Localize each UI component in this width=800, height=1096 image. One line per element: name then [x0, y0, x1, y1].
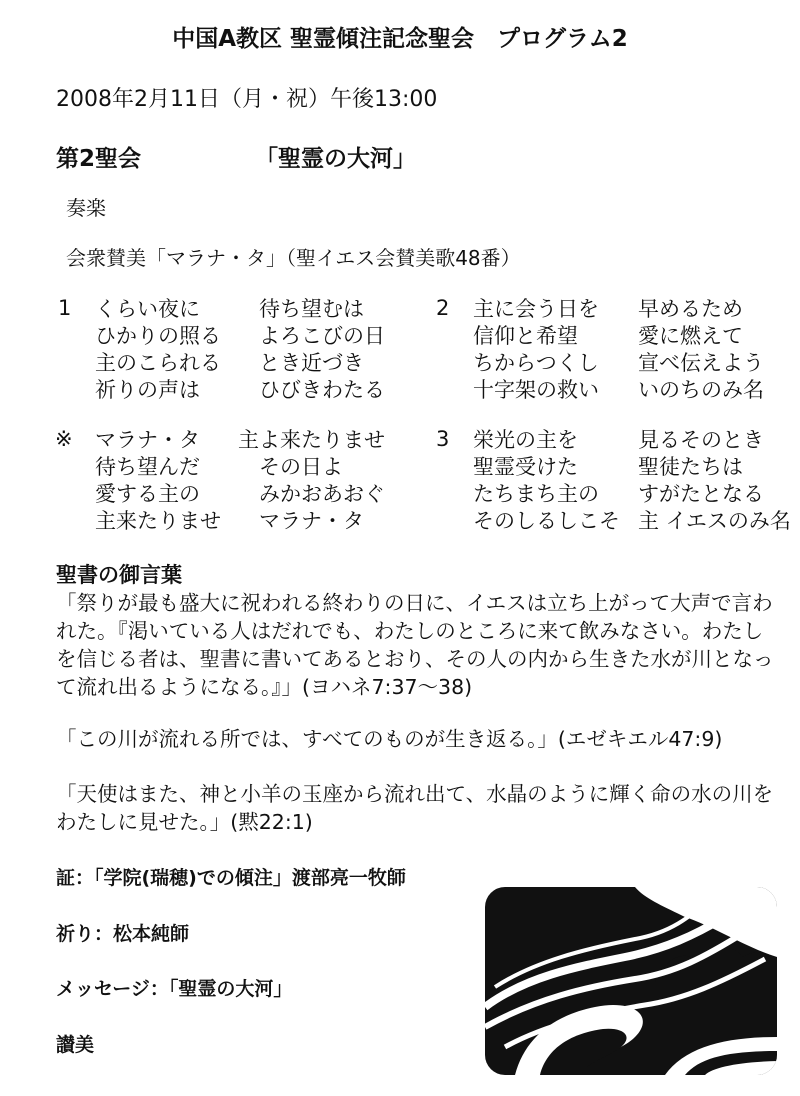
lyric-line: マラナ・タ	[259, 509, 364, 533]
lyric-line: そのしるしこそ	[473, 509, 620, 533]
verse-number: 2	[436, 296, 450, 320]
lyric-line: 聖霊受けた	[473, 455, 578, 479]
verse-lyrics-left	[473, 296, 599, 404]
lyric-line: 待ち望んだ	[95, 455, 200, 479]
verse-lyrics-left	[95, 427, 221, 535]
lyric-line: たちまち主の	[473, 482, 599, 506]
lyric-line: よろこびの日	[259, 324, 385, 348]
lyric-line: ちからつくし	[473, 351, 599, 375]
lyric-line: 主よ来たりませ	[238, 428, 385, 452]
verse-lyrics-left	[473, 427, 620, 535]
session-name: 第2聖会	[56, 146, 142, 172]
lyric-line: みかおあおぐ	[259, 482, 385, 506]
lyric-line: 祈りの声は	[95, 378, 200, 402]
lyric-line: その日よ	[259, 455, 343, 479]
lyric-line: 宣べ伝えよう	[638, 351, 764, 375]
lyric-line: とき近づき	[259, 351, 364, 375]
lyric-line: 早めるため	[638, 297, 743, 321]
scripture-heading: 聖書の御言葉	[56, 563, 182, 587]
lyric-line: ひびきわたる	[259, 378, 385, 402]
verse-number: 1	[58, 296, 72, 320]
lyric-line: 信仰と希望	[473, 324, 578, 348]
page-title: 中国A教区 聖霊傾注記念聖会 プログラム2	[172, 26, 628, 52]
message-item: メッセージ：「聖霊の大河」	[56, 978, 293, 1000]
scripture-quote-revelation: 「天使はまた、神と小羊の玉座から流れ出て、水晶のように輝く命の水の川をわたしに見せた。」(黙22:1)	[56, 782, 774, 834]
praise-item: 讃美	[56, 1034, 95, 1056]
verse-lyrics-right	[238, 427, 385, 535]
event-date: 2008年2月11日（月・祝）午後13:00	[56, 87, 438, 112]
prayer-item: 祈り：松本純師	[56, 923, 190, 945]
lyric-line: くらい夜に	[95, 297, 200, 321]
lyric-line: ひかりの照る	[95, 324, 221, 348]
chorus-mark: ※	[55, 427, 73, 451]
testimony-item: 証：「学院(瑞穂)での傾注」渡部亮一牧師	[56, 867, 406, 889]
lyric-line: 主のこられる	[95, 351, 221, 375]
lyric-line: 聖徒たちは	[638, 455, 743, 479]
lyric-line: いのちのみ名	[638, 378, 764, 402]
lyric-line: 栄光の主を	[473, 428, 578, 452]
river-illustration	[485, 887, 777, 1075]
session-theme: 「聖霊の大河」	[255, 146, 416, 172]
lyric-line: 主来たりませ	[95, 509, 221, 533]
lyric-line: 愛に燃えて	[638, 324, 743, 348]
lyric-line: すがたとなる	[638, 482, 764, 506]
scripture-quote-john: 「祭りが最も盛大に祝われる終わりの日に、イエスは立ち上がって大声で言われた。『渇いている人はだれでも、わたしのところに来て飲みなさい。わたしを信じる者は、聖書に書いてあるとおり、その人の内から生きた水が川となって流れ出るようになる。』」(ヨハネ7:37～38)	[56, 591, 774, 699]
verse-number: 3	[436, 427, 450, 451]
verse-lyrics-left	[95, 296, 221, 404]
verse-lyrics-right	[638, 427, 791, 535]
lyric-line: 愛する主の	[95, 482, 200, 506]
lyric-line: 待ち望むは	[259, 297, 364, 321]
verse-lyrics-right	[638, 296, 764, 404]
lyric-line: 見るそのとき	[638, 428, 764, 452]
scripture-quote-ezekiel: 「この川が流れる所では、すべてのものが生き返る。」(エゼキエル47:9)	[56, 727, 723, 751]
lyric-line: 主に会う日を	[473, 297, 599, 321]
hymn-title: 会衆賛美「マラナ・タ」（聖イエス会賛美歌48番）	[66, 246, 521, 270]
lyric-line: 十字架の救い	[473, 378, 599, 402]
lyric-line: マラナ・タ	[95, 428, 200, 452]
lyric-line: 主 イエスのみ名	[638, 509, 791, 533]
verse-lyrics-right	[259, 296, 385, 404]
prelude-label: 奏楽	[66, 196, 106, 220]
